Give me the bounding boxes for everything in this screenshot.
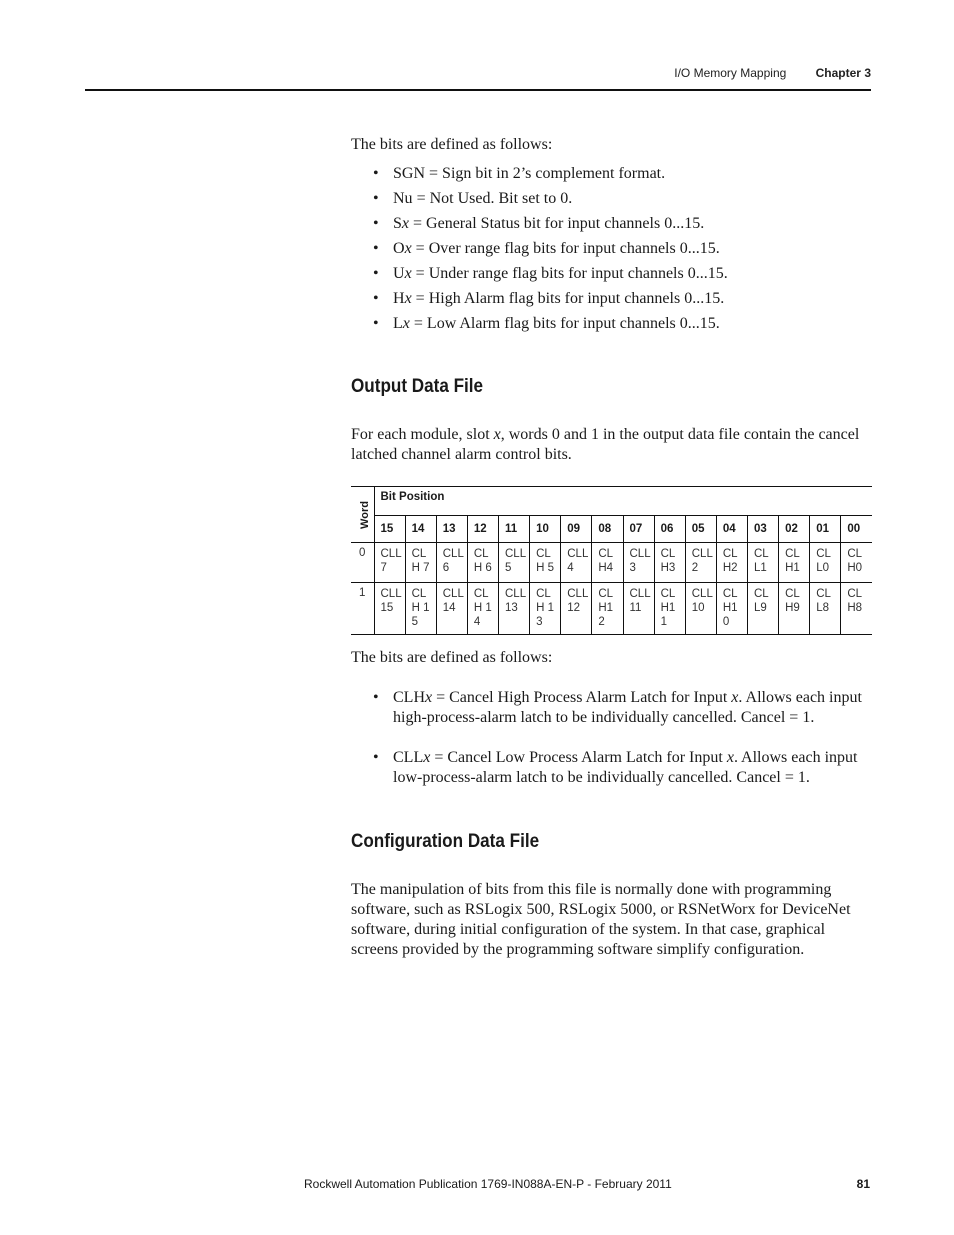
bit-number: 09 bbox=[561, 516, 592, 543]
bit-number: 11 bbox=[499, 516, 530, 543]
table-cell: CLL 7 bbox=[374, 543, 405, 583]
publication-footer: Rockwell Automation Publication 1769-IN088A-EN-P - February 2011 bbox=[304, 1177, 672, 1191]
word-column-header: Word bbox=[351, 487, 374, 543]
bit-position-header: Bit Position bbox=[374, 487, 872, 516]
output-data-file-heading: Output Data File bbox=[351, 376, 484, 397]
table-cell: CLL 12 bbox=[561, 583, 592, 635]
configuration-data-file-heading: Configuration Data File bbox=[351, 831, 540, 852]
section-title: I/O Memory Mapping bbox=[674, 66, 787, 80]
bit-number: 07 bbox=[623, 516, 654, 543]
table-cell: CLL 14 bbox=[436, 583, 467, 635]
table-cell: CLH 6 bbox=[467, 543, 498, 583]
bit-number: 08 bbox=[592, 516, 623, 543]
bit-number: 06 bbox=[654, 516, 685, 543]
table-cell: CLL 15 bbox=[374, 583, 405, 635]
list-item: • CLLx = Cancel Low Process Alarm Latch for Input x. Allows each input low-process-alarm latch to be individually cancelled. Cancel = 1. bbox=[371, 748, 873, 788]
table-row bbox=[351, 543, 872, 583]
list-item: • Sx = General Status bit for input channels 0...15. bbox=[371, 211, 873, 236]
table-cell: CL H9 bbox=[779, 583, 810, 635]
bit-number: 13 bbox=[436, 516, 467, 543]
bit-number-row bbox=[351, 516, 872, 543]
bit-number: 05 bbox=[685, 516, 716, 543]
list-item: • Ux = Under range flag bits for input channels 0...15. bbox=[371, 261, 873, 286]
table-cell: CL H2 bbox=[716, 543, 747, 583]
list-item: • CLHx = Cancel High Process Alarm Latch for Input x. Allows each input high-process-alarm latch to be individually cancelled. Cancel = 1. bbox=[371, 688, 873, 728]
list-item: • Nu = Not Used. Bit set to 0. bbox=[371, 186, 873, 211]
header-rule bbox=[85, 89, 871, 91]
running-header bbox=[674, 66, 871, 80]
table-cell: CLL 13 bbox=[499, 583, 530, 635]
table-cell: CL H1 bbox=[779, 543, 810, 583]
list-item: • Ox = Over range flag bits for input channels 0...15. bbox=[371, 236, 873, 261]
table-cell: CLL 5 bbox=[499, 543, 530, 583]
bit-number: 12 bbox=[467, 516, 498, 543]
table-cell: CLH 7 bbox=[405, 543, 436, 583]
table-cell: CLH 14 bbox=[467, 583, 498, 635]
table-cell: CLH 15 bbox=[405, 583, 436, 635]
table-cell: CL L0 bbox=[810, 543, 841, 583]
table-cell: CL H1 0 bbox=[716, 583, 747, 635]
table-cell: CLL 4 bbox=[561, 543, 592, 583]
bit-number: 02 bbox=[779, 516, 810, 543]
bit-number: 04 bbox=[716, 516, 747, 543]
table-cell: CL H1 2 bbox=[592, 583, 623, 635]
cancel-latch-bit-table bbox=[351, 486, 872, 635]
list-item: • SGN = Sign bit in 2’s complement format. bbox=[371, 161, 873, 186]
table-cell: CL L1 bbox=[748, 543, 779, 583]
table-cell: CL H8 bbox=[841, 583, 872, 635]
output-paragraph: For each module, slot x, words 0 and 1 in the output data file contain the cancel latched channel alarm control bits. bbox=[351, 426, 860, 463]
bits-intro-2: The bits are defined as follows: bbox=[351, 649, 553, 666]
table-cell: CL H4 bbox=[592, 543, 623, 583]
table-cell: CLL 2 bbox=[685, 543, 716, 583]
list-item: • Hx = High Alarm flag bits for input channels 0...15. bbox=[371, 286, 873, 311]
table-cell: CL H3 bbox=[654, 543, 685, 583]
page-number: 81 bbox=[856, 1177, 870, 1191]
table-cell: CL H0 bbox=[841, 543, 872, 583]
input-bits-list bbox=[371, 161, 873, 336]
table-cell: CLL 3 bbox=[623, 543, 654, 583]
table-cell: CL H1 1 bbox=[654, 583, 685, 635]
bit-number: 00 bbox=[841, 516, 872, 543]
bit-number: 15 bbox=[374, 516, 405, 543]
table-cell: CL L9 bbox=[748, 583, 779, 635]
bits-intro: The bits are defined as follows: bbox=[351, 136, 553, 153]
list-item: • Lx = Low Alarm flag bits for input channels 0...15. bbox=[371, 311, 873, 336]
table-row bbox=[351, 583, 872, 635]
bit-number: 01 bbox=[810, 516, 841, 543]
bit-number: 10 bbox=[530, 516, 561, 543]
word-number: 0 bbox=[359, 547, 366, 559]
table-cell: CLL 6 bbox=[436, 543, 467, 583]
table-cell: CLH 13 bbox=[530, 583, 561, 635]
configuration-paragraph: The manipulation of bits from this file is normally done with programming software, such as RSLogix 500, RSLogix 5000, or RSNetWorx for DeviceNet software, during initial configuration of the system. In that case, graphical screens provided by the programming software simplify configuration. bbox=[351, 881, 851, 958]
bit-number: 03 bbox=[748, 516, 779, 543]
word-number: 1 bbox=[351, 583, 374, 635]
table-cell: CLH 5 bbox=[530, 543, 561, 583]
table-cell: CLL 10 bbox=[685, 583, 716, 635]
table-cell: CL L8 bbox=[810, 583, 841, 635]
cancel-bits-list bbox=[371, 688, 873, 808]
table-cell: CLL 11 bbox=[623, 583, 654, 635]
chapter-label: Chapter 3 bbox=[815, 66, 871, 80]
bit-number: 14 bbox=[405, 516, 436, 543]
